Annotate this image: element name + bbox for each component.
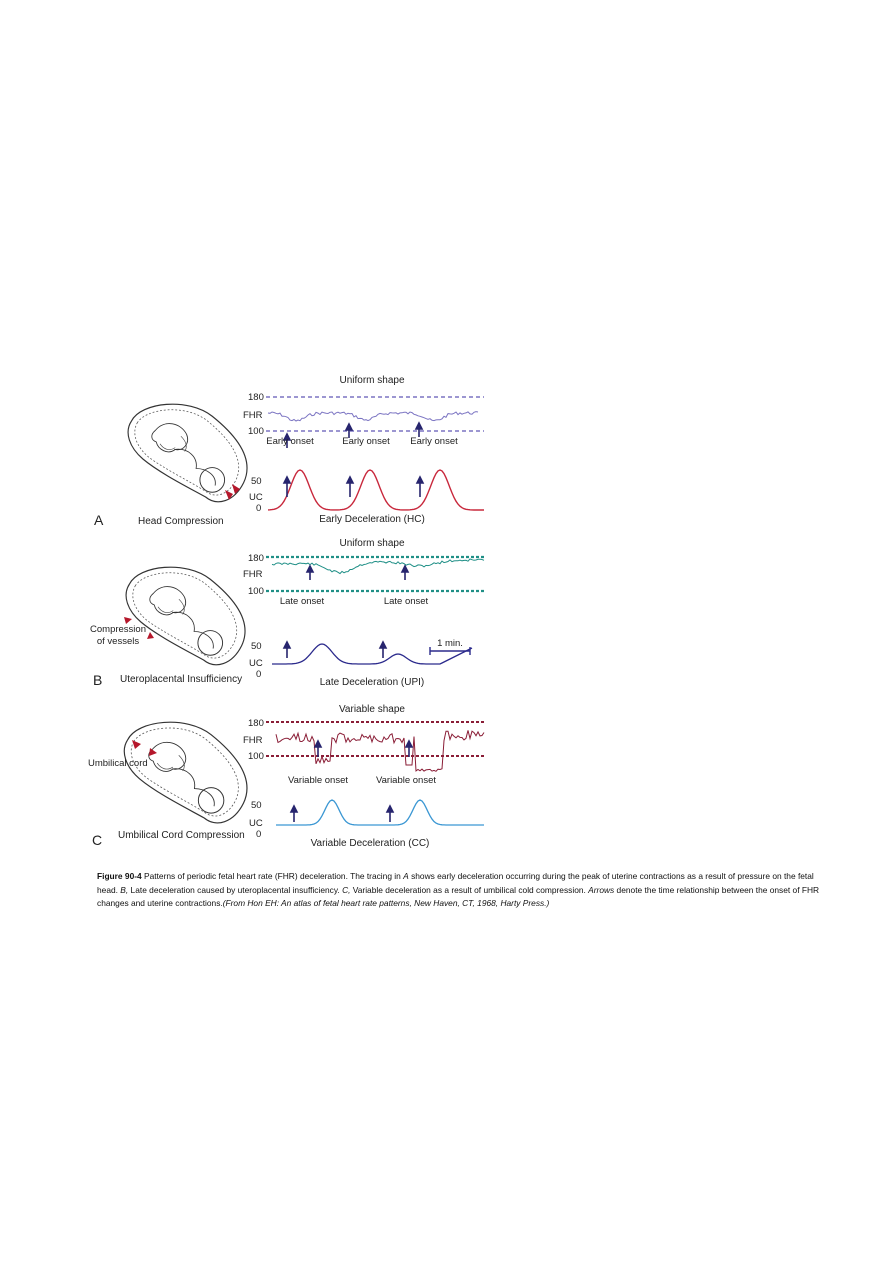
- panel-c-uc-label: UC: [249, 818, 263, 829]
- panel-b-fhr-lower: 100: [248, 586, 264, 597]
- panel-a-onset-1: Early onset: [266, 436, 314, 447]
- panel-a: [94, 375, 484, 528]
- panel-c-uc-tracing: [276, 800, 484, 825]
- panel-b: [90, 538, 486, 688]
- pressure-marker-icon: [225, 490, 233, 500]
- onset-arrow-icon: [402, 566, 408, 580]
- panel-c-onset-2: Variable onset: [375, 775, 437, 786]
- onset-arrow-icon: [406, 741, 412, 757]
- panel-c-anatomy-label: Umbilical cord: [88, 758, 148, 769]
- panel-a-fhr-tracing: [268, 412, 478, 421]
- panel-a-uc-label: UC: [249, 492, 263, 503]
- panel-a-fhr-upper: 180: [248, 392, 264, 403]
- panel-c-anatomy: [124, 722, 247, 823]
- panel-b-letter: B: [93, 672, 103, 688]
- panel-b-fhr-arrows: [307, 566, 408, 580]
- caption-text-5: denote the time relationship between the onset of FHR changes and uterine contractions.: [97, 884, 820, 909]
- panel-b-title: Late Deceleration (UPI): [319, 677, 425, 688]
- panel-a-fhr-label: FHR: [243, 410, 263, 421]
- panel-a-shape-label: Uniform shape: [339, 375, 405, 386]
- panel-b-anatomy-label-1: Compression: [90, 624, 146, 635]
- cord-marker-icon: [132, 740, 141, 749]
- panel-b-uc-high: 50: [251, 641, 262, 652]
- panel-c-fhr-lower: 100: [248, 751, 264, 762]
- panel-c-mechanism: Umbilical Cord Compression: [118, 830, 245, 841]
- panel-b-fhr-tracing: [272, 559, 484, 574]
- panel-b-anatomy: [124, 567, 245, 665]
- onset-arrow-icon: [347, 477, 353, 497]
- panel-c-fhr-arrows: [315, 741, 412, 757]
- panel-b-uc-low: 0: [256, 669, 262, 680]
- panel-b-time-scale-label: 1 min.: [437, 638, 463, 649]
- panel-b-onset-1: Late onset: [279, 596, 325, 607]
- caption-italic-b: B,: [120, 884, 129, 895]
- panel-a-uc-arrows: [284, 477, 423, 497]
- caption-italic-arrows: Arrows: [588, 884, 615, 895]
- panel-c-onset-1: Variable onset: [287, 775, 349, 786]
- caption-text-4: Variable deceleration as a result of umbilical cold compression.: [350, 884, 589, 895]
- panel-b-fhr-upper: 180: [248, 553, 264, 564]
- panel-c-shape-label: Variable shape: [339, 704, 405, 715]
- panel-b-shape-label: Uniform shape: [339, 538, 405, 549]
- pressure-marker-icon: [232, 484, 240, 494]
- panel-b-mechanism: Uteroplacental Insufficiency: [120, 674, 243, 685]
- onset-arrow-icon: [315, 741, 321, 757]
- panel-a-mechanism: Head Compression: [138, 516, 224, 527]
- vessel-marker-icon: [124, 617, 132, 624]
- panel-c-uc-low: 0: [256, 829, 262, 840]
- figure-caption: [97, 870, 827, 911]
- onset-arrow-icon: [284, 477, 290, 497]
- panel-a-uc-tracing: [268, 470, 484, 510]
- panel-c-fhr-tracing: [276, 730, 484, 771]
- panel-a-fhr-lower: 100: [248, 426, 264, 437]
- caption-text-1: Patterns of periodic fetal heart rate (FHR) deceleration. The tracing in: [141, 871, 404, 881]
- onset-arrow-icon: [387, 806, 393, 822]
- caption-text-2: shows early deceleration occurring during the peak of uterine contractions as a result of pressure on the fetal head.: [97, 871, 814, 895]
- onset-arrow-icon: [416, 423, 422, 437]
- panel-c-fhr-label: FHR: [243, 735, 263, 746]
- panel-a-uc-low: 0: [256, 503, 262, 514]
- panel-c-letter: C: [92, 832, 103, 848]
- panel-c-uc-high: 50: [251, 800, 262, 811]
- panel-a-uc-high: 50: [251, 476, 262, 487]
- panel-a-anatomy: [128, 404, 247, 502]
- panel-a-onset-3: Early onset: [410, 436, 458, 447]
- caption-italic-a: A: [403, 871, 409, 881]
- panel-a-onset-2: Early onset: [342, 436, 390, 447]
- onset-arrow-icon: [417, 477, 423, 497]
- panel-a-letter: A: [94, 512, 104, 528]
- panel-b-anatomy-label-2: of vessels: [96, 636, 140, 647]
- caption-italic-c: C,: [342, 884, 351, 895]
- vessel-marker-icon: [147, 632, 154, 639]
- panel-c-title: Variable Deceleration (CC): [310, 838, 430, 849]
- onset-arrow-icon: [284, 642, 290, 658]
- panel-c: [88, 704, 486, 849]
- panel-a-title: Early Deceleration (HC): [319, 514, 425, 525]
- caption-source: (From Hon EH: An atlas of fetal heart rate patterns, New Haven, CT, 1968, Harty Press.): [222, 898, 550, 909]
- panel-b-onset-2: Late onset: [383, 596, 429, 607]
- caption-text-3: Late deceleration caused by uteroplacental insufficiency.: [128, 884, 343, 895]
- panel-c-uc-arrows: [291, 806, 393, 822]
- caption-figure-number: Figure 90-4: [97, 871, 142, 881]
- panel-c-fhr-upper: 180: [248, 718, 264, 729]
- onset-arrow-icon: [380, 642, 386, 658]
- panel-b-uc-label: UC: [249, 658, 263, 669]
- onset-arrow-icon: [291, 806, 297, 822]
- onset-arrow-icon: [307, 566, 313, 580]
- panel-b-fhr-label: FHR: [243, 569, 263, 580]
